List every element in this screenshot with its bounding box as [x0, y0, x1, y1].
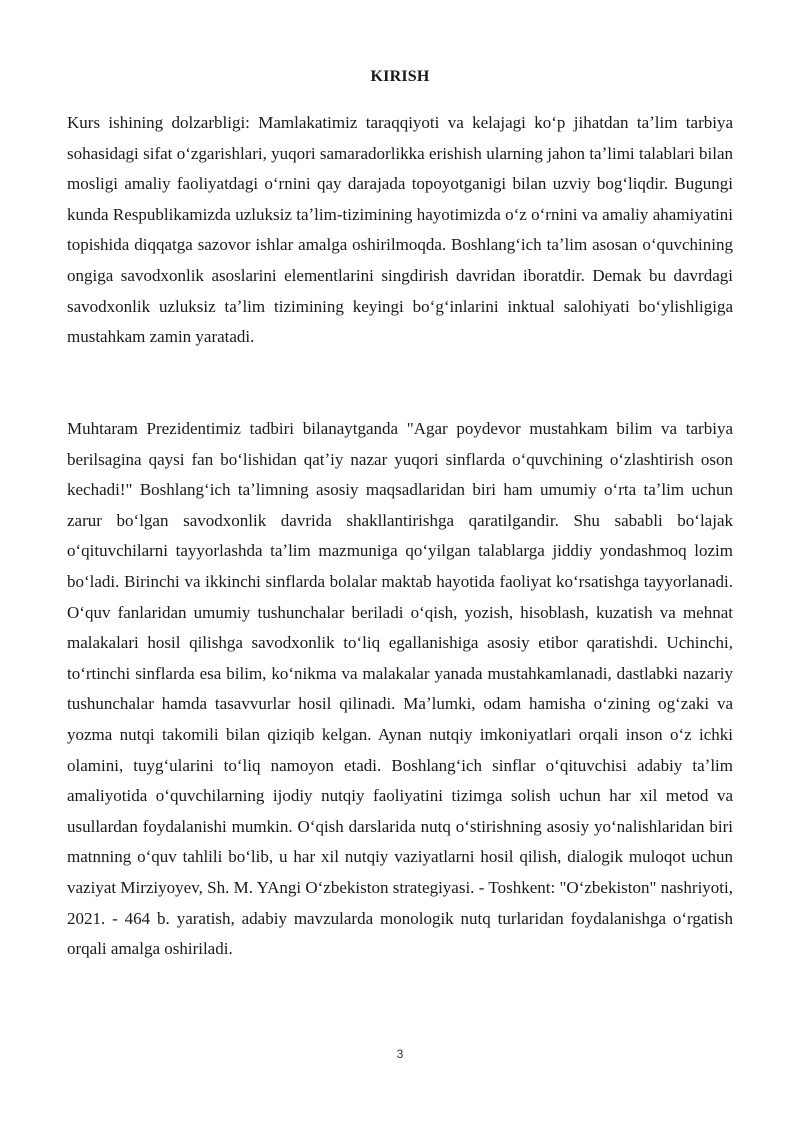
section-title: KIRISH — [370, 68, 430, 85]
paragraph-relevance: Kurs ishining dolzarbligi: Mamlakatimiz taraqqiyoti va kelajagi koʻp jihatdan taʼlim tarbiya sohasidagi sifat oʻzgarishlari, yuqori samaradorlikka erishish ularning jahon taʼlimi talablari bilan mosligi amaliy faoliyatdagi oʻrnini qay darajada topoyotganigi bilan uzviy bogʻliqdir. Bugungi kunda Respublikamizda uzluksiz taʼlim-tizimining hayotimizda oʻz oʻrnini va amaliy ahamiyatini topishida diqqatga sazovor ishlar amalga oshirilmoqda. Boshlangʻich taʼlim asosan oʻquvchining ongiga savodxonlik asoslarini elementlarini singdirish davridan iboratdir. Demak bu davrdagi savodxonlik uzluksiz taʼlim tizimining keyingi boʻgʻinlarini inktual salohiyati boʻylishligiga mustahkam zamin yaratadi. — [67, 113, 733, 347]
page-number: 3 — [396, 1047, 404, 1061]
paragraph-president-quote: Muhtaram Prezidentimiz tadbiri bilanaytganda "Agar poydevor mustahkam bilim va tarbiya berilsagina qaysi fan boʻlishidan qatʼiy nazar yuqori sinflarda oʻquvchining oʻzlashtirish oson kechadi!" Boshlangʻich taʼlimning asosiy maqsadlaridan biri ham umumiy oʻrta taʼlim uchun zarur boʻlgan savodxonlik davrida shakllantirishga qaratilgandir. Shu sababli boʻlajak oʻqituvchilarni tayyorlashda taʼlim mazmuniga qoʻyilgan talablarga jiddiy yondashmoq lozim boʻladi. Birinchi va ikkinchi sinflarda bolalar maktab hayotida faoliyat koʻrsatishga tayyorlanadi. Oʻquv fanlaridan umumiy tushunchalar beriladi oʻqish, yozish, hisoblash, kuzatish va mehnat malakalari hosil qilishga savodxonlik toʻliq egallanishiga asosiy etibor qaratishdi. Uchinchi, toʻrtinchi sinflarda esa bilim, koʻnikma va malakalar yanada mustahkamlanadi, dastlabki nazariy tushunchalar hamda tasavvurlar hosil qilinadi. Maʼlumki, odam hamisha oʻzining ogʻzaki va yozma nutqi takomili bilan qiziqib kelgan. Aynan nutqiy imkoniyatlari orqali inson oʻz ichki olamini, tuygʻularini toʻliq namoyon etadi. Boshlangʻich sinflar oʻqituvchisi adabiy taʼlim amaliyotida oʻquvchilarning ijodiy nutqiy faoliyatini tizimga solish uchun har xil metod va usullardan foydalanishi mumkin. Oʻqish darslarida nutq oʻstirishning asosiy yoʻnalishlaridan biri matnning oʻquv tahlili boʻlib, u har xil nutqiy vaziyatlarni hosil qilish, dialogik muloqot uchun vaziyat Mirziyoyev, Sh. M. YAngi Oʻzbekiston strategiyasi. - Toshkent: "Oʻzbekiston" nashriyoti, 2021. - 464 b. yaratish, adabiy mavzularda monologik nutq turlaridan foydalanishga oʻrgatish orqali amalga oshiriladi. — [67, 419, 733, 959]
